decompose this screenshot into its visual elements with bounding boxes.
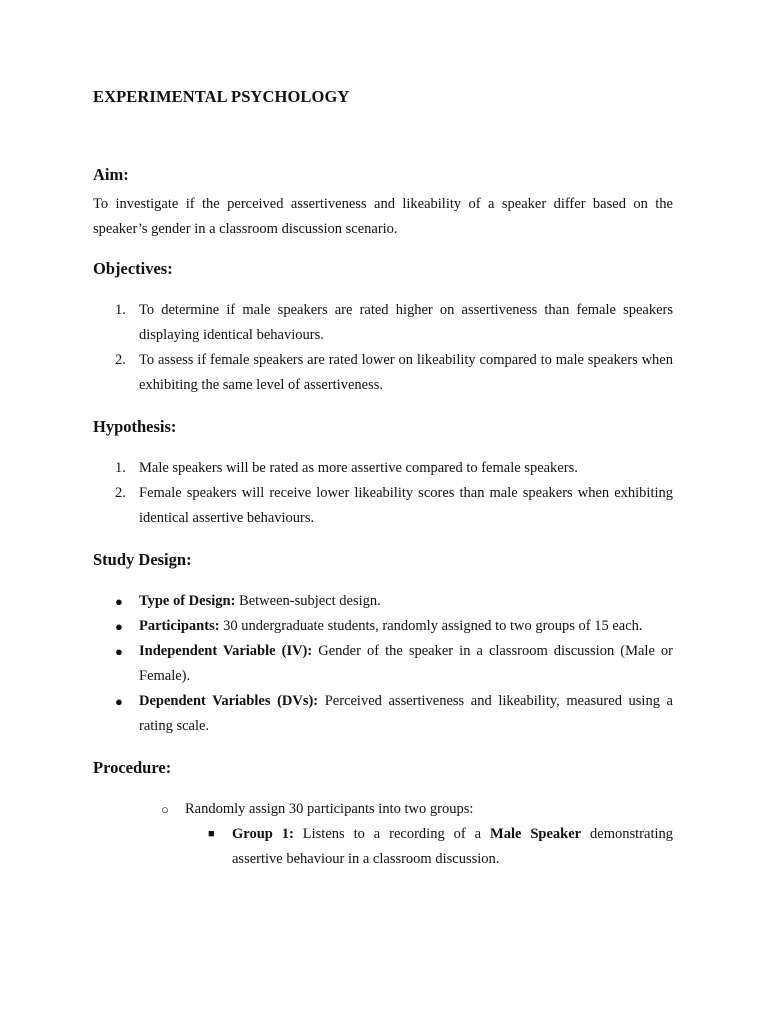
group-text-after: demonstrating assertive behaviour in a classroom discussion. [232, 826, 673, 867]
procedure-groups-list [93, 822, 673, 872]
list-item-text: To determine if male speakers are rated higher on assertiveness than female speakers displaying identical behaviours. [139, 302, 673, 343]
list-item-text: Perceived assertiveness and likeability, measured using a rating scale. [139, 693, 673, 734]
list-item [93, 689, 673, 739]
list-item [93, 639, 673, 689]
group-text-before: Listens to a recording of a [293, 826, 491, 842]
list-item [93, 348, 673, 398]
group-label: Group 1: [232, 826, 294, 842]
procedure-list [93, 797, 673, 822]
list-item [93, 822, 673, 872]
list-number: 1. [115, 460, 126, 476]
study-design-heading: Study Design: [93, 550, 192, 569]
procedure-heading: Procedure: [93, 758, 172, 777]
bullet-icon: ● [115, 694, 123, 709]
page-title: EXPERIMENTAL PSYCHOLOGY [93, 87, 350, 106]
list-item-label: Dependent Variables (DVs): [139, 693, 319, 709]
aim-text: To investigate if the perceived assertiveness and likeability of a speaker differ based on the speaker’s gender in a classroom discussion scenario. [93, 196, 673, 237]
list-item-text: Male speakers will be rated as more assertive compared to female speakers. [139, 460, 578, 476]
list-item-label: Independent Variable (IV): [139, 643, 313, 659]
list-item-label: Participants: [139, 618, 220, 634]
document-page [93, 86, 673, 872]
list-item-text: To assess if female speakers are rated lower on likeability compared to male speakers when exhibiting the same level of assertiveness. [139, 352, 673, 393]
hypothesis-list [93, 456, 673, 531]
procedure-step-text: Randomly assign 30 participants into two groups: [185, 801, 474, 817]
list-item [93, 614, 673, 639]
list-number: 1. [115, 302, 126, 318]
list-number: 2. [115, 352, 126, 368]
list-item [93, 797, 673, 822]
group-emphasis: Male Speaker [490, 826, 582, 842]
list-item [93, 481, 673, 531]
list-item-text: Female speakers will receive lower likeability scores than male speakers when exhibiting identical assertive behaviours. [139, 485, 673, 526]
hypothesis-heading: Hypothesis: [93, 417, 177, 436]
list-item [93, 456, 673, 481]
study-design-list [93, 589, 673, 739]
square-bullet-icon: ■ [208, 828, 215, 840]
list-number: 2. [115, 485, 126, 501]
bullet-icon: ● [115, 619, 123, 634]
list-item [93, 298, 673, 348]
list-item-label: Type of Design: [139, 593, 236, 609]
list-item [93, 589, 673, 614]
bullet-icon: ● [115, 644, 123, 659]
circle-bullet-icon: ○ [161, 802, 169, 817]
aim-heading: Aim: [93, 165, 129, 184]
list-item-text: 30 undergraduate students, randomly assigned to two groups of 15 each. [219, 618, 643, 634]
list-item-text: Gender of the speaker in a classroom discussion (Male or Female). [139, 643, 673, 684]
bullet-icon: ● [115, 594, 123, 609]
objectives-heading: Objectives: [93, 259, 173, 278]
objectives-list [93, 298, 673, 398]
list-item-text: Between-subject design. [235, 593, 381, 609]
